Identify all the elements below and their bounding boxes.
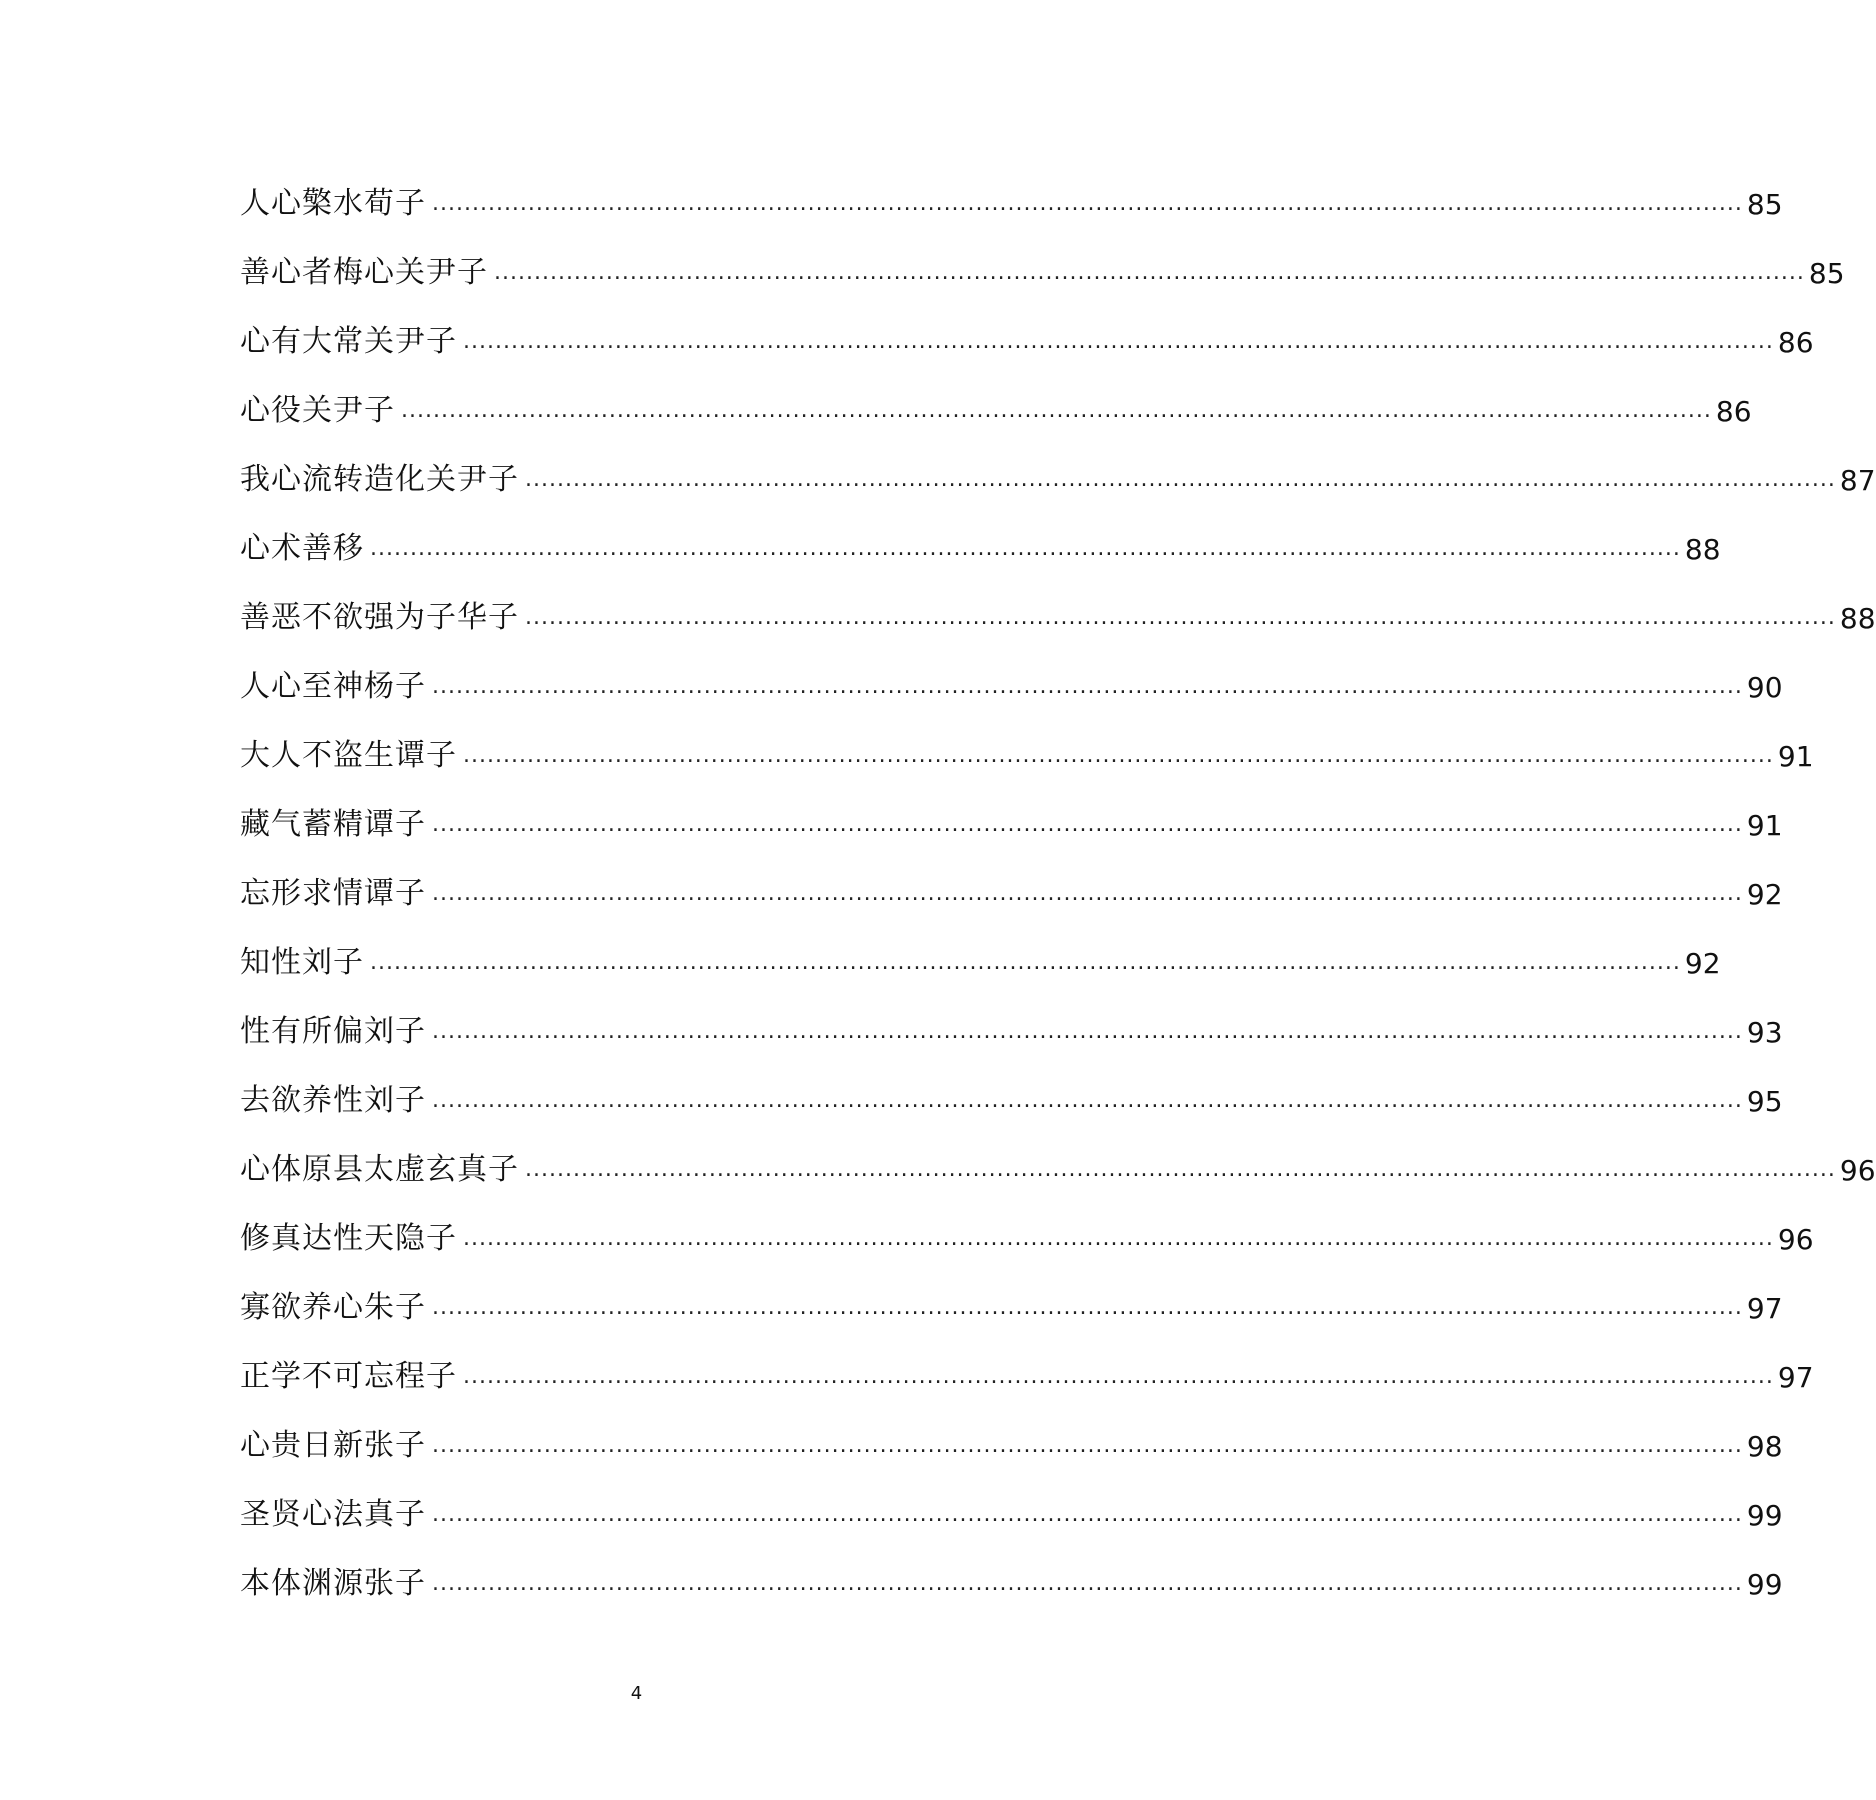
toc-entry-title: 心有大常关尹子 — [240, 324, 457, 359]
toc-leader: .................................................................................................................................................................... — [525, 1157, 1836, 1182]
toc-entry-title: 人心檠水荀子 — [240, 186, 426, 221]
toc-entry[interactable] — [240, 978, 1783, 1049]
toc-entry-title: 我心流转造化关尹子 — [240, 462, 519, 497]
toc-leader: .................................................................................................................................................................... — [432, 1295, 1743, 1320]
toc-leader: .................................................................................................................................................................... — [494, 260, 1805, 285]
toc-entry[interactable] — [240, 1461, 1783, 1532]
toc-leader: .................................................................................................................................................................... — [463, 329, 1774, 354]
toc-leader: .................................................................................................................................................................... — [432, 1571, 1743, 1596]
toc-leader: .................................................................................................................................................................... — [432, 1019, 1743, 1044]
toc-leader: .................................................................................................................................................................... — [401, 398, 1712, 423]
toc-leader: .................................................................................................................................................................... — [432, 1088, 1743, 1113]
toc-entry[interactable] — [240, 357, 1752, 428]
toc-entry[interactable] — [240, 1323, 1814, 1394]
toc-entry-title: 心体原县太虚玄真子 — [240, 1152, 519, 1187]
toc-leader: .................................................................................................................................................................... — [525, 605, 1836, 630]
toc-entry-title: 去欲养性刘子 — [240, 1083, 426, 1118]
toc-leader: .................................................................................................................................................................... — [432, 1502, 1743, 1527]
toc-entry[interactable] — [240, 633, 1783, 704]
toc-entry-page: 88 — [1839, 602, 1876, 635]
toc-entry-page: 90 — [1746, 671, 1783, 704]
toc-entry-title: 修真达性天隐子 — [240, 1221, 457, 1256]
toc-entry-title: 大人不盗生谭子 — [240, 738, 457, 773]
toc-entry-page: 97 — [1777, 1361, 1814, 1394]
toc-entry[interactable] — [240, 564, 1876, 635]
toc-leader: .................................................................................................................................................................... — [432, 1433, 1743, 1458]
toc-entry-title: 心贵日新张子 — [240, 1428, 426, 1463]
toc-entry-title: 人心至神杨子 — [240, 669, 426, 704]
toc-entry[interactable] — [240, 426, 1876, 497]
toc-entry-title: 忘形求情谭子 — [240, 876, 426, 911]
toc-entry-title: 心术善移 — [240, 531, 364, 566]
toc-entry-page: 96 — [1839, 1154, 1876, 1187]
toc-entry-title: 善恶不欲强为子华子 — [240, 600, 519, 635]
toc-entry[interactable] — [240, 495, 1721, 566]
toc-entry-page: 92 — [1746, 878, 1783, 911]
toc-leader: .................................................................................................................................................................... — [370, 536, 1681, 561]
toc-leader: .................................................................................................................................................................... — [370, 950, 1681, 975]
toc-leader: .................................................................................................................................................................... — [463, 1226, 1774, 1251]
toc-entry[interactable] — [240, 909, 1721, 980]
toc-entry[interactable] — [240, 1530, 1783, 1601]
toc-entry-title: 善心者梅心关尹子 — [240, 255, 488, 290]
toc-entry-page: 86 — [1777, 326, 1814, 359]
toc-entry-page: 97 — [1746, 1292, 1783, 1325]
toc-entry-title: 知性刘子 — [240, 945, 364, 980]
toc-entry[interactable] — [240, 1116, 1876, 1187]
toc-entry-title: 心役关尹子 — [240, 393, 395, 428]
toc-entry-title: 寡欲养心朱子 — [240, 1290, 426, 1325]
toc-leader: .................................................................................................................................................................... — [525, 467, 1836, 492]
toc-entry-page: 87 — [1839, 464, 1876, 497]
toc-entry[interactable] — [240, 150, 1783, 221]
toc-leader: .................................................................................................................................................................... — [463, 743, 1774, 768]
toc-entry-title: 正学不可忘程子 — [240, 1359, 457, 1394]
toc-entry-title: 性有所偏刘子 — [240, 1014, 426, 1049]
toc-entry[interactable] — [240, 288, 1814, 359]
toc-entry-page: 85 — [1808, 257, 1845, 290]
toc-entry-page: 86 — [1715, 395, 1752, 428]
toc-entry[interactable] — [240, 840, 1783, 911]
table-of-contents — [240, 150, 1876, 1601]
toc-entry[interactable] — [240, 219, 1845, 290]
toc-entry-page: 99 — [1746, 1568, 1783, 1601]
toc-leader: .................................................................................................................................................................... — [432, 812, 1743, 837]
toc-entry-page: 95 — [1746, 1085, 1783, 1118]
toc-entry-page: 91 — [1746, 809, 1783, 842]
toc-entry-page: 85 — [1746, 188, 1783, 221]
toc-entry-page: 91 — [1777, 740, 1814, 773]
toc-entry[interactable] — [240, 771, 1783, 842]
toc-entry-page: 93 — [1746, 1016, 1783, 1049]
toc-entry-title: 本体渊源张子 — [240, 1566, 426, 1601]
toc-entry[interactable] — [240, 1392, 1783, 1463]
toc-entry[interactable] — [240, 1185, 1814, 1256]
page-number: 4 — [630, 1683, 643, 1704]
toc-entry-page: 92 — [1684, 947, 1721, 980]
toc-entry-page: 99 — [1746, 1499, 1783, 1532]
toc-entry-title: 圣贤心法真子 — [240, 1497, 426, 1532]
toc-leader: .................................................................................................................................................................... — [432, 881, 1743, 906]
toc-entry[interactable] — [240, 1254, 1783, 1325]
toc-entry-page: 88 — [1684, 533, 1721, 566]
toc-leader: .................................................................................................................................................................... — [432, 191, 1743, 216]
toc-entry-title: 藏气蓄精谭子 — [240, 807, 426, 842]
toc-entry-page: 98 — [1746, 1430, 1783, 1463]
toc-entry[interactable] — [240, 1047, 1783, 1118]
toc-leader: .................................................................................................................................................................... — [432, 674, 1743, 699]
toc-entry-page: 96 — [1777, 1223, 1814, 1256]
toc-entry[interactable] — [240, 702, 1814, 773]
toc-leader: .................................................................................................................................................................... — [463, 1364, 1774, 1389]
